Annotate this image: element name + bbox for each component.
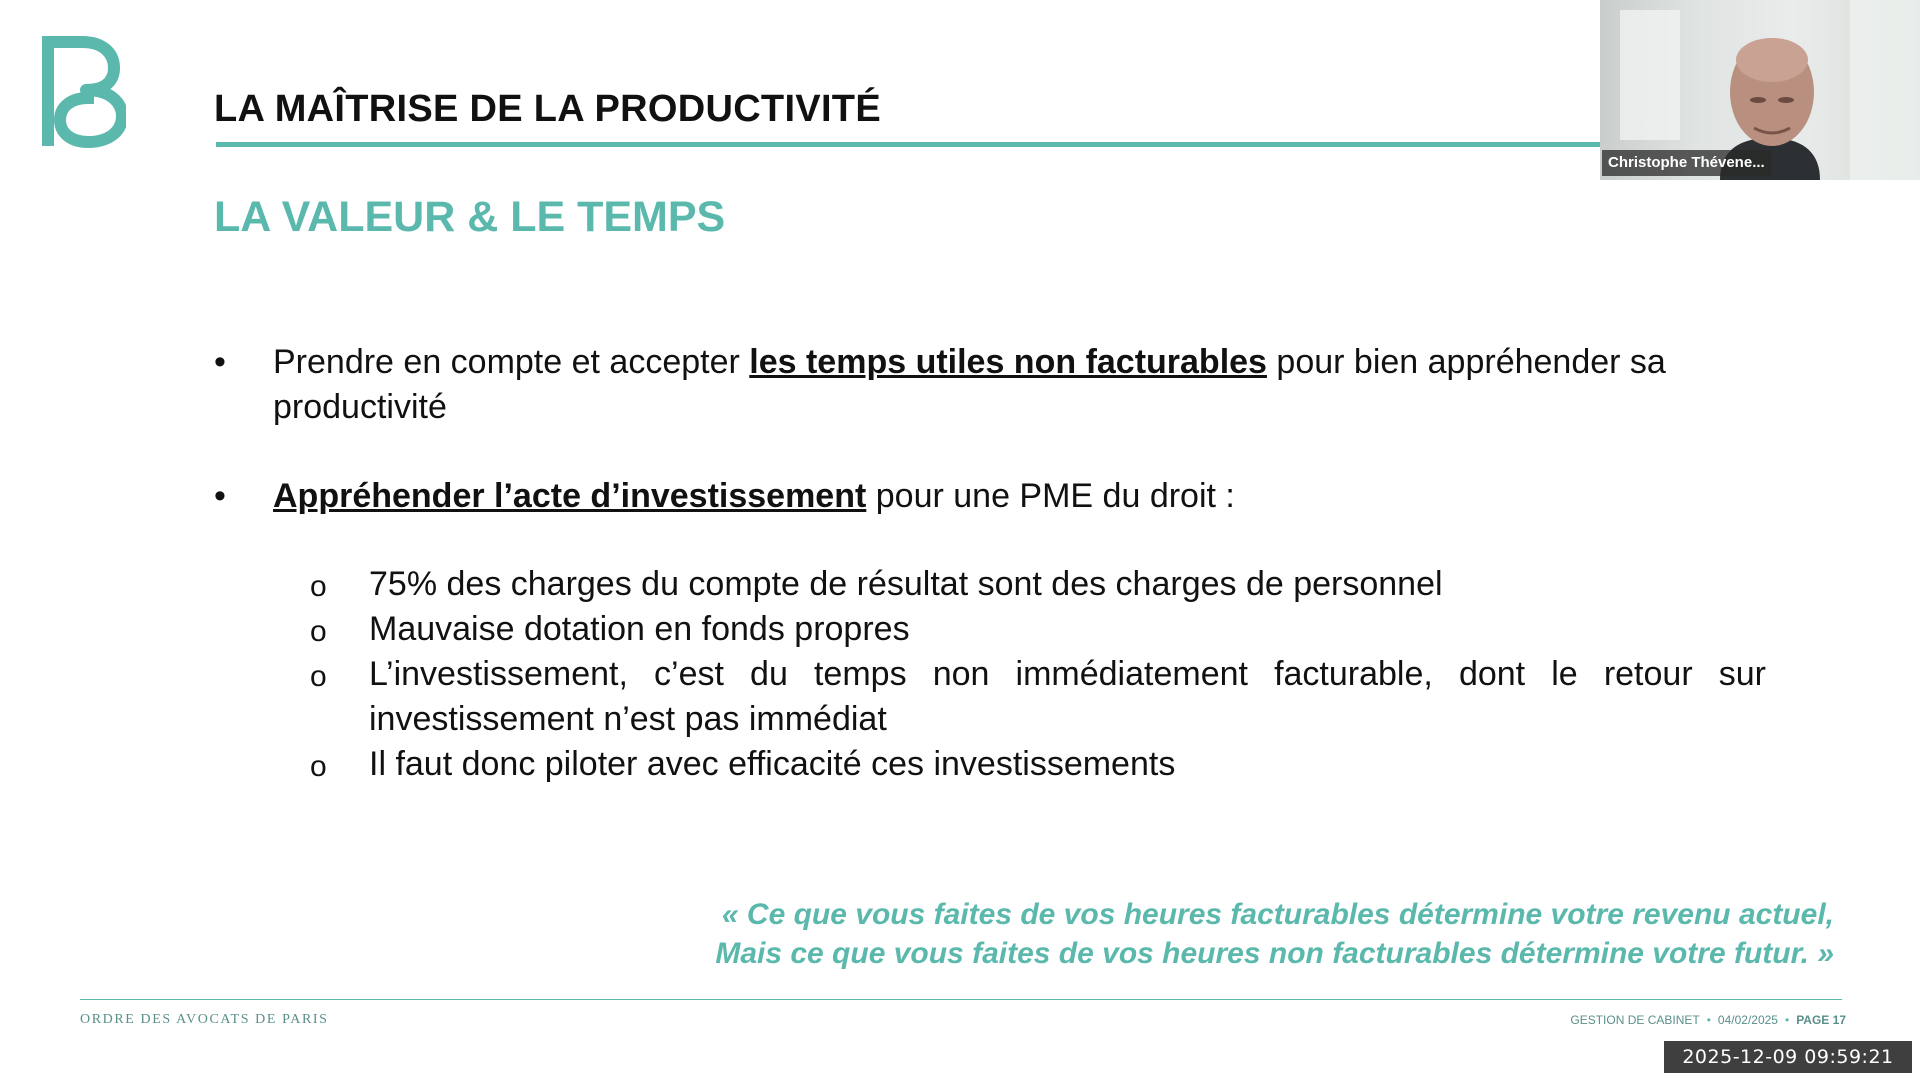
sub-bullet-text: Il faut donc piloter avec efficacité ces investissements bbox=[369, 745, 1176, 783]
slide-content bbox=[214, 340, 1766, 787]
quote-line-1: « Ce que vous faites de vos heures facturables détermine votre revenu actuel, bbox=[721, 898, 1834, 931]
sub-bullet-item bbox=[214, 742, 1766, 787]
footer-course: GESTION DE CABINET bbox=[1570, 1013, 1700, 1027]
bp-logo-icon bbox=[38, 36, 126, 150]
footer-meta bbox=[1570, 1013, 1846, 1027]
bullet-mark: • bbox=[214, 477, 226, 515]
sub-bullet-item bbox=[214, 652, 1766, 742]
background-window bbox=[1620, 10, 1680, 140]
title-divider bbox=[216, 142, 1602, 147]
sub-bullet-mark: o bbox=[310, 615, 327, 648]
sub-bullet-text: Mauvaise dotation en fonds propres bbox=[369, 610, 910, 648]
slide-title: LA MAÎTRISE DE LA PRODUCTIVITÉ bbox=[214, 88, 881, 130]
bullet-item bbox=[214, 340, 1766, 430]
closing-quote bbox=[534, 895, 1834, 973]
bullet-emphasis: Appréhender l’acte d’investissement bbox=[273, 477, 867, 515]
footer-separator: • bbox=[1784, 1013, 1790, 1027]
sub-bullet-item bbox=[214, 562, 1766, 607]
bullet-text-rest: pour une PME du droit : bbox=[866, 477, 1235, 515]
bullet-text: Prendre en compte et accepter bbox=[273, 343, 750, 381]
bullet-mark: • bbox=[214, 343, 226, 381]
sub-bullet-mark: o bbox=[310, 750, 327, 783]
sub-bullet-item bbox=[214, 607, 1766, 652]
quote-line-2: Mais ce que vous faites de vos heures non facturables détermine votre futur. » bbox=[715, 937, 1834, 970]
footer-separator: • bbox=[1706, 1013, 1711, 1027]
participant-name-label: Christophe Thévene... bbox=[1602, 150, 1771, 176]
recording-timestamp: 2025-12-09 09:59:21 bbox=[1664, 1041, 1912, 1073]
participant-video-tile[interactable] bbox=[1600, 0, 1920, 180]
footer-divider bbox=[80, 999, 1842, 1000]
sub-bullet-text: L’investissement, c’est du temps non immédiatement facturable, dont le retour sur investissement n’est pas immédiat bbox=[369, 655, 1766, 738]
bullet-emphasis: les temps utiles non facturables bbox=[749, 343, 1267, 381]
footer-page-number: PAGE 17 bbox=[1796, 1013, 1846, 1027]
sub-bullet-text: 75% des charges du compte de résultat sont des charges de personnel bbox=[369, 565, 1443, 603]
bullet-text-rest: pour bien appréhender sa productivité bbox=[273, 343, 1666, 426]
footer-date: 04/02/2025 bbox=[1717, 1013, 1778, 1027]
background-window bbox=[1850, 0, 1920, 180]
sub-bullet-mark: o bbox=[310, 660, 327, 693]
sub-bullet-mark: o bbox=[310, 570, 327, 603]
footer-organization: ORDRE DES AVOCATS DE PARIS bbox=[80, 1012, 329, 1027]
section-title: LA VALEUR & LE TEMPS bbox=[214, 193, 726, 241]
bullet-item bbox=[214, 474, 1766, 519]
